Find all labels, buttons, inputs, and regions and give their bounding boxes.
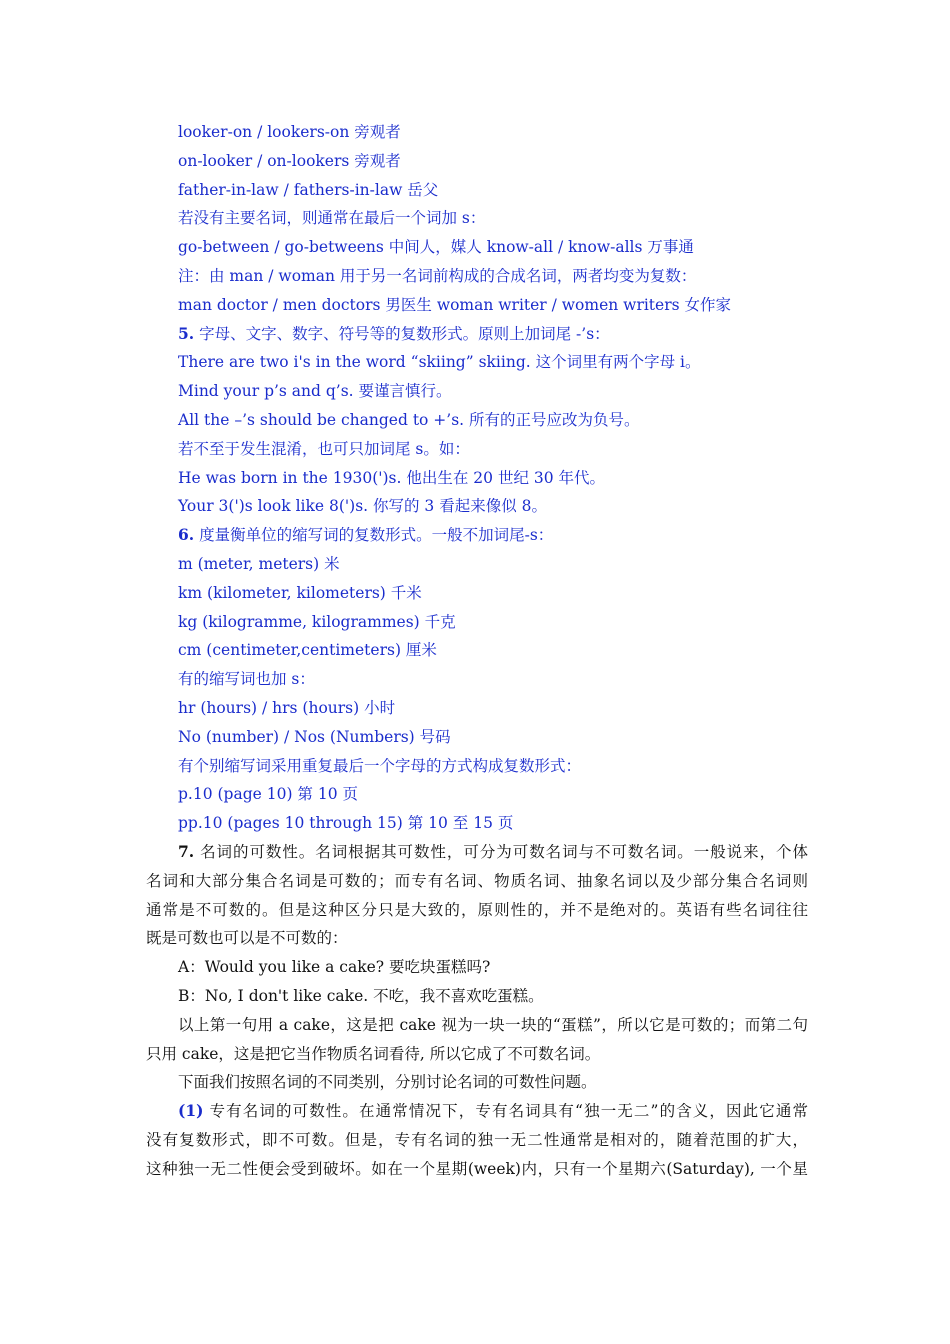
text-line: father-in-law / fathers-in-law 岳父	[178, 180, 439, 199]
text-line: There are two i's in the word “skiing” skiing. 这个词里有两个字母 i。	[178, 353, 701, 372]
dialog-line: B：No, I don't like cake. 不吃，我不喜欢吃蛋糕。	[178, 986, 544, 1005]
text-line: pp.10 (pages 10 through 15) 第 10 至 15 页	[178, 814, 514, 833]
text-line: looker-on / lookers-on 旁观者	[178, 123, 401, 141]
text-line: p.10 (page 10) 第 10 页	[178, 785, 359, 804]
paragraph-line: 下面我们按照名词的不同类别，分别讨论名词的可数性问题。	[178, 1073, 597, 1092]
section-number: 6.	[178, 525, 195, 545]
text-line: m (meter, meters) 米	[178, 554, 340, 573]
paragraph-text: 名词的可数性。名词根据其可数性，可分为可数名词与不可数名词。一般说来，个体	[194, 842, 808, 861]
text-line: km (kilometer, kilometers) 千米	[178, 583, 422, 602]
paragraph-line: 通常是不可数的。但是这种区分只是大致的，原则性的，并不是绝对的。英语有些名词往往	[146, 900, 808, 919]
text-line: 有的缩写词也加 s：	[178, 670, 315, 689]
text-line: Mind your p’s and q’s. 要谨言慎行。	[178, 382, 452, 401]
text-line: 若没有主要名词，则通常在最后一个词加 s：	[178, 209, 486, 228]
text-line: cm (centimeter,centimeters) 厘米	[178, 641, 437, 660]
document-body	[146, 118, 808, 1183]
subsection-1-line	[146, 1097, 808, 1126]
section-number: 7.	[178, 841, 195, 861]
text-line: on-looker / on-lookers 旁观者	[178, 151, 401, 170]
text-line: 有个别缩写词采用重复最后一个字母的方式构成复数形式：	[178, 756, 582, 775]
text-line: 注：由 man / woman 用于另一名词前构成的合成名词，两者均变为复数：	[178, 266, 697, 285]
text-line: All the –’s should be changed to +’s. 所有的正号应改为负号。	[178, 410, 640, 429]
paragraph-text: 专有名词的可数性。在通常情况下，专有名词具有“独一无二”的含义，因此它通常	[203, 1102, 808, 1121]
text-line: hr (hours) / hrs (hours) 小时	[178, 698, 396, 717]
paragraph-line: 没有复数形式，即不可数。但是，专有名词的独一无二性通常是相对的，随着范围的扩大，	[146, 1130, 808, 1149]
paragraph-line: 只用 cake，这是把它当作物质名词看待, 所以它成了不可数名词。	[146, 1044, 601, 1063]
paragraph-line: 既是可数也可以是不可数的：	[146, 929, 348, 948]
section-number: 5.	[178, 323, 195, 343]
dialog-line: A：Would you like a cake? 要吃块蛋糕吗?	[178, 958, 491, 977]
section-5-heading	[146, 320, 808, 349]
subsection-number: (1)	[178, 1101, 204, 1121]
text-line: Your 3(')s look like 8(')s. 你写的 3 看起来像似 8。	[178, 497, 548, 516]
text-line: kg (kilogramme, kilogrammes) 千克	[178, 612, 456, 631]
text-line: man doctor / men doctors 男医生 woman writer / women writers 女作家	[178, 295, 731, 314]
paragraph-line: 名词和大部分集合名词是可数的；而专有名词、物质名词、抽象名词以及少部分集合名词则	[146, 871, 808, 890]
text-line: No (number) / Nos (Numbers) 号码	[178, 727, 451, 746]
paragraph-line: 以上第一句用 a cake，这是把 cake 视为一块一块的“蛋糕”，所以它是可数的；而第二句	[178, 1015, 808, 1034]
section-7-paragraph-line	[146, 838, 808, 867]
text-line: go-between / go-betweens 中间人，媒人 know-all / know-alls 万事通	[178, 238, 694, 257]
section-6-heading	[146, 521, 808, 550]
text-line: 若不至于发生混淆，也可只加词尾 s。如：	[178, 439, 470, 458]
paragraph-line: 这种独一无二性便会受到破坏。如在一个星期(week)内，只有一个星期六(Saturday), 一个星	[146, 1159, 808, 1178]
section-heading-text: 字母、文字、数字、符号等的复数形式。原则上加词尾 -’s：	[194, 324, 610, 343]
section-heading-text: 度量衡单位的缩写词的复数形式。一般不加词尾-s：	[194, 526, 554, 545]
text-line: He was born in the 1930(')s. 他出生在 20 世纪 30 年代。	[178, 468, 606, 487]
